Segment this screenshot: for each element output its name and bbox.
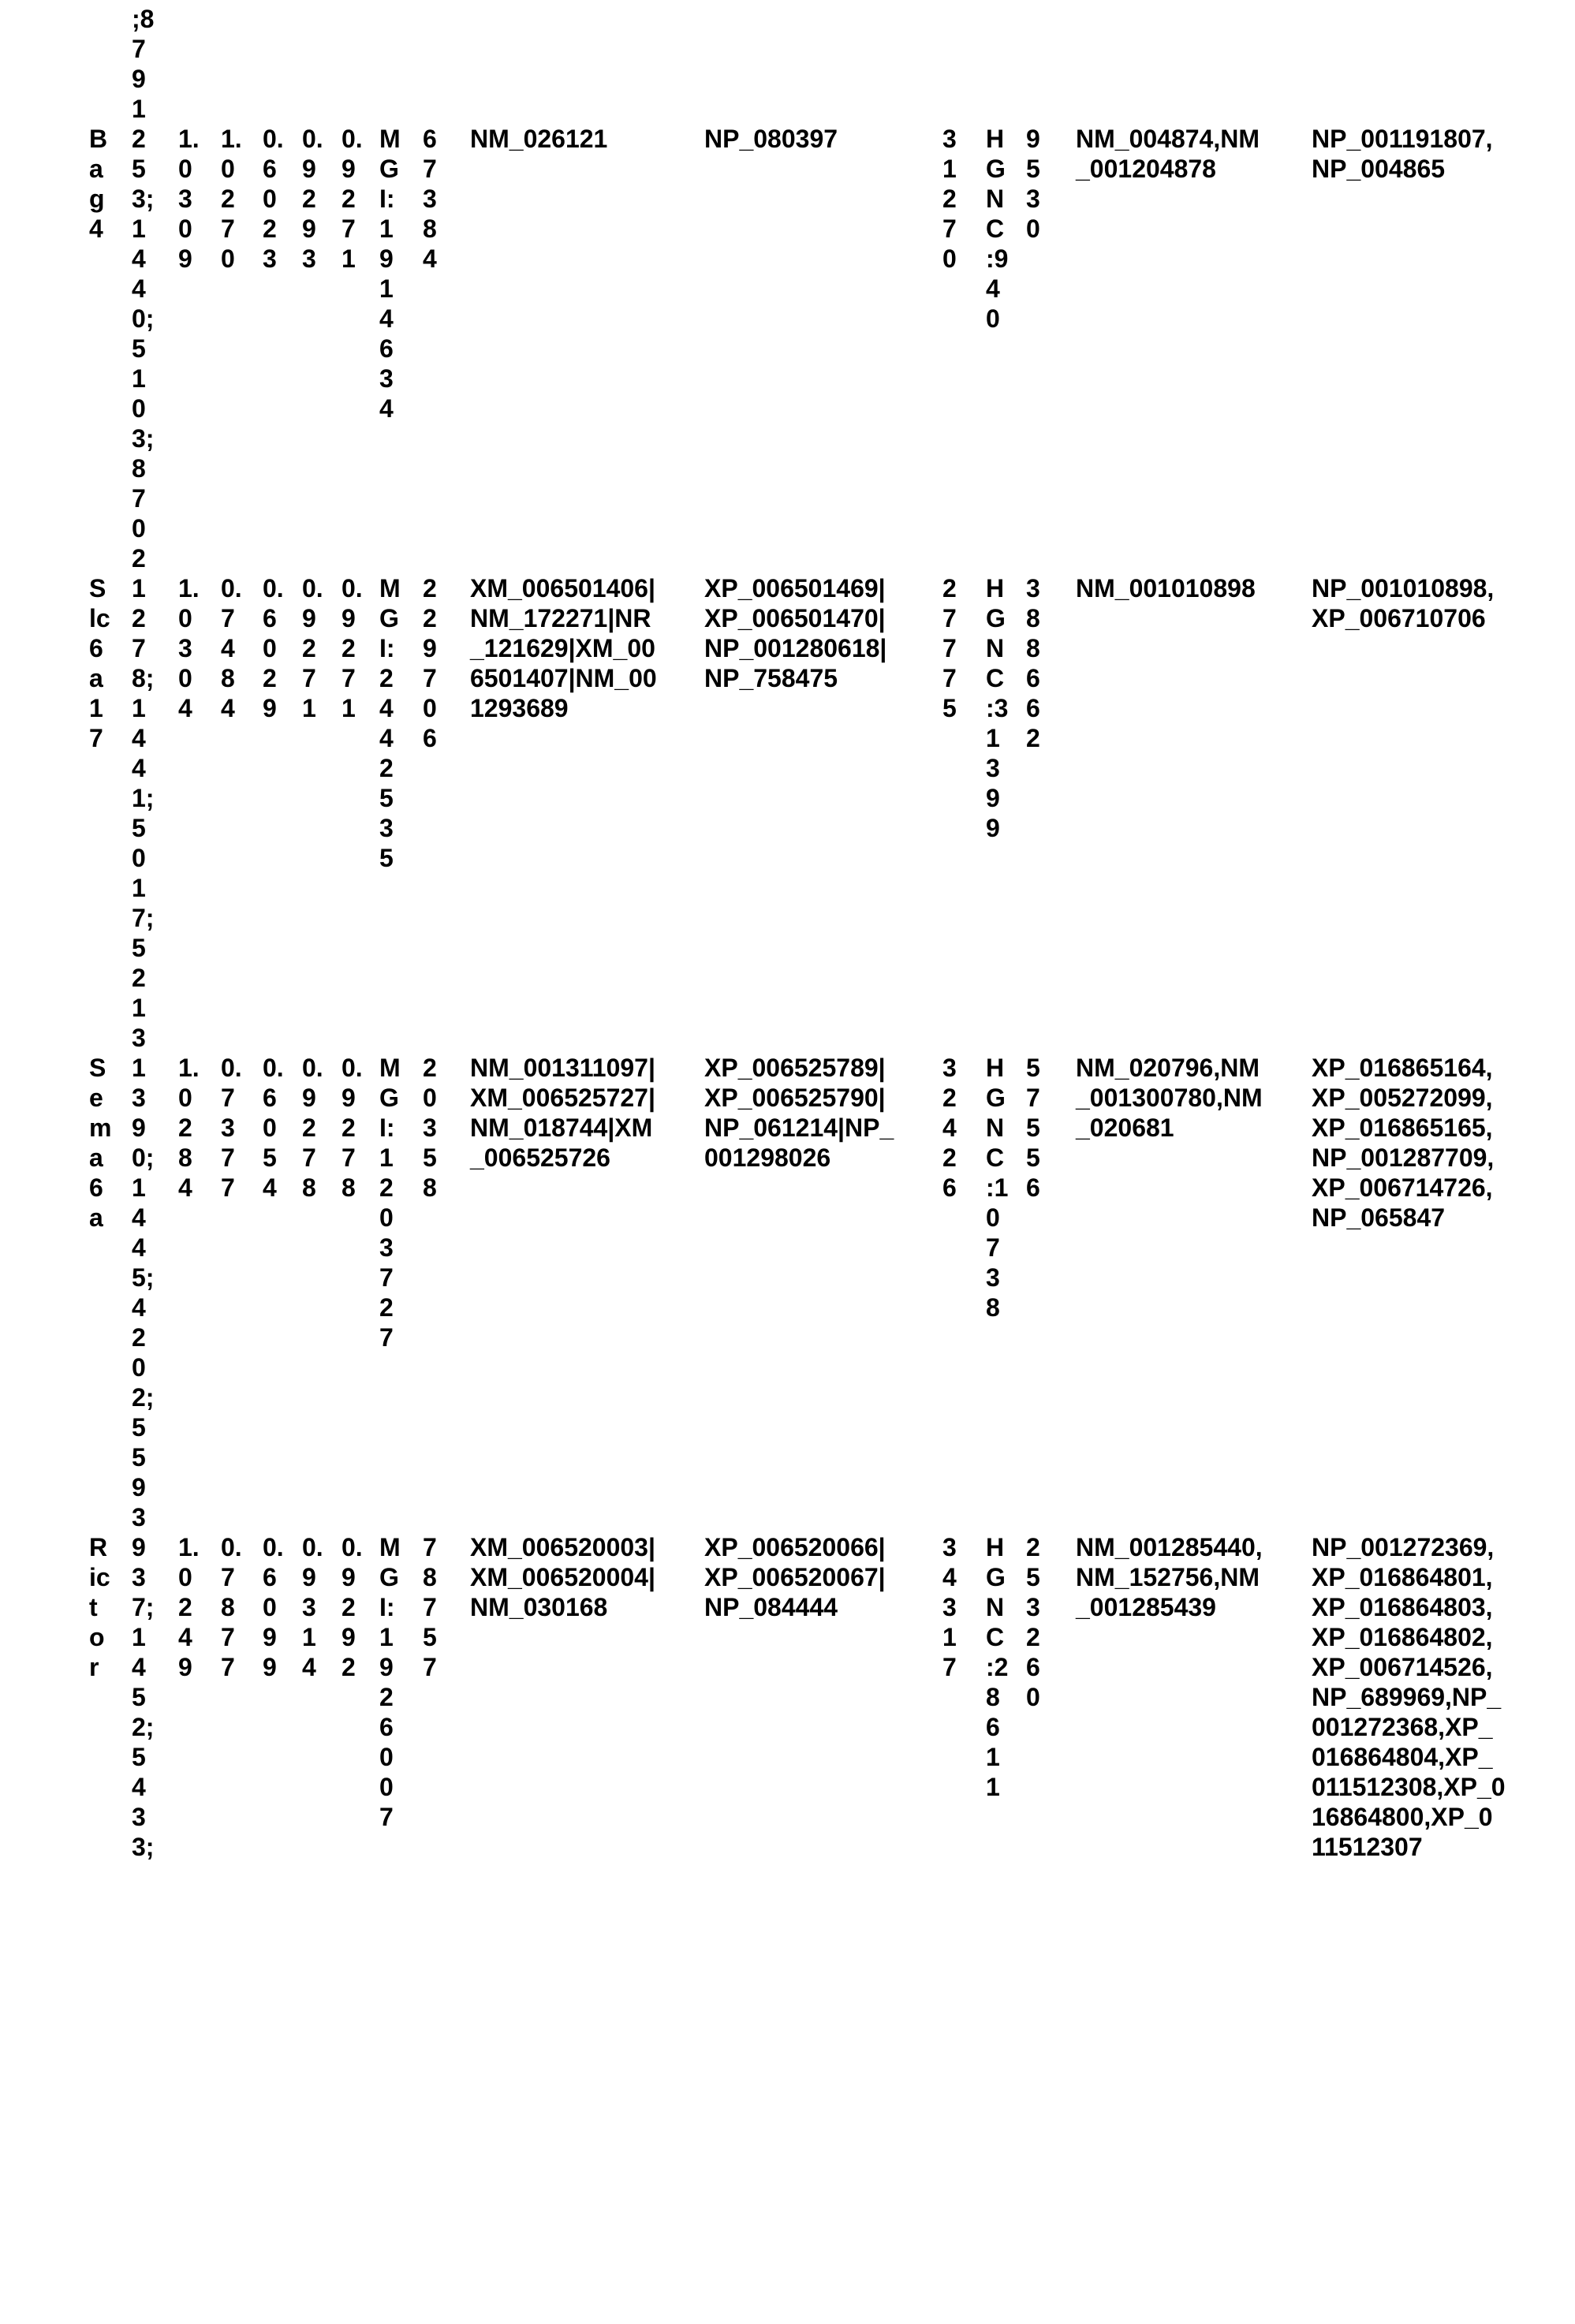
- table-row: [89, 124, 1548, 573]
- value-5-cell: 0.9271: [341, 124, 365, 573]
- id-number-cell: 32426: [942, 1053, 966, 1532]
- mouse-protein-accessions-cell: XP_006520066|XP_006520067|NP_084444: [704, 1532, 901, 1862]
- positions-cell: 1390;1445;4202;5593: [132, 1053, 155, 1532]
- mgi-id-cell: MGI:2442535: [379, 573, 403, 1053]
- mouse-protein-accessions-cell: XP_006525789|XP_006525790|NP_061214|NP_001298026: [704, 1053, 901, 1532]
- value-3-cell: 0.6099: [263, 1532, 286, 1862]
- positions-cell: 253;1440;5103;8702: [132, 124, 155, 573]
- empty-cell: [89, 4, 113, 124]
- value-3-cell: 0.6054: [263, 1053, 286, 1532]
- value-1-cell: 1.0309: [178, 124, 202, 573]
- mouse-protein-accessions-cell: XP_006501469|XP_006501470|NP_001280618|NP_758475: [704, 573, 901, 1053]
- mgi-id-cell: MGI:1914634: [379, 124, 403, 573]
- mouse-gene-id-cell: 67384: [423, 124, 446, 573]
- id-number-cell: 31270: [942, 124, 966, 573]
- value-1-cell: 1.0284: [178, 1053, 202, 1532]
- mouse-rna-accessions-cell: XM_006501406|NM_172271|NR_121629|XM_006501407|NM_001293689: [470, 573, 662, 1053]
- gene-table: [89, 4, 1548, 1862]
- value-2-cell: 0.7377: [221, 1053, 244, 1532]
- value-5-cell: 0.9292: [341, 1532, 365, 1862]
- gene-symbol-cell: Slc6a17: [89, 573, 113, 1053]
- positions-cell: 1278;1441;5017;5213: [132, 573, 155, 1053]
- table-row-partial: [89, 4, 1548, 124]
- human-protein-accessions-cell: XP_016865164,XP_005272099,XP_016865165,NP_001287709,XP_006714726,NP_065847: [1312, 1053, 1506, 1532]
- human-protein-accessions-cell: NP_001010898,XP_006710706: [1312, 573, 1506, 1053]
- human-rna-accessions-cell: NM_001010898: [1076, 573, 1268, 1053]
- gene-symbol-cell: Sema6a: [89, 1053, 113, 1532]
- gene-symbol-cell: Bag4: [89, 124, 113, 573]
- value-3-cell: 0.6023: [263, 124, 286, 573]
- value-2-cell: 0.7877: [221, 1532, 244, 1862]
- table-row: [89, 1053, 1548, 1532]
- human-gene-id-cell: 253260: [1026, 1532, 1050, 1862]
- value-4-cell: 0.9278: [302, 1053, 326, 1532]
- mouse-rna-accessions-cell: NM_026121: [470, 124, 662, 573]
- hgnc-id-cell: HGNC:10738: [986, 1053, 1010, 1532]
- value-1-cell: 1.0249: [178, 1532, 202, 1862]
- hgnc-id-cell: HGNC:940: [986, 124, 1010, 573]
- mgi-id-cell: MGI:1926007: [379, 1532, 403, 1862]
- value-4-cell: 0.9293: [302, 124, 326, 573]
- human-gene-id-cell: 57556: [1026, 1053, 1050, 1532]
- value-3-cell: 0.6029: [263, 573, 286, 1053]
- gene-symbol-cell: Rictor: [89, 1532, 113, 1862]
- id-number-cell: 34317: [942, 1532, 966, 1862]
- human-rna-accessions-cell: NM_020796,NM_001300780,NM_020681: [1076, 1053, 1268, 1532]
- mouse-protein-accessions-cell: NP_080397: [704, 124, 901, 573]
- human-gene-id-cell: 388662: [1026, 573, 1050, 1053]
- human-gene-id-cell: 9530: [1026, 124, 1050, 573]
- table-row: [89, 1532, 1548, 1862]
- human-rna-accessions-cell: NM_004874,NM_001204878: [1076, 124, 1268, 573]
- value-2-cell: 1.0270: [221, 124, 244, 573]
- id-number-cell: 27775: [942, 573, 966, 1053]
- mouse-gene-id-cell: 20358: [423, 1053, 446, 1532]
- mgi-id-cell: MGI:1203727: [379, 1053, 403, 1532]
- mouse-rna-accessions-cell: XM_006520003|XM_006520004|NM_030168: [470, 1532, 662, 1862]
- mouse-gene-id-cell: 229706: [423, 573, 446, 1053]
- mouse-gene-id-cell: 78757: [423, 1532, 446, 1862]
- value-2-cell: 0.7484: [221, 573, 244, 1053]
- value-1-cell: 1.0304: [178, 573, 202, 1053]
- positions-cell: ;8791: [132, 4, 155, 124]
- mouse-rna-accessions-cell: NM_001311097|XM_006525727|NM_018744|XM_006525726: [470, 1053, 662, 1532]
- value-5-cell: 0.9278: [341, 1053, 365, 1532]
- human-protein-accessions-cell: NP_001272369,XP_016864801,XP_016864803,XP_016864802,XP_006714526,NP_689969,NP_001272368,XP_016864804,XP_011512308,XP_016864800,XP_011512307: [1312, 1532, 1506, 1862]
- value-5-cell: 0.9271: [341, 573, 365, 1053]
- hgnc-id-cell: HGNC:31399: [986, 573, 1010, 1053]
- value-4-cell: 0.9314: [302, 1532, 326, 1862]
- table-row: [89, 573, 1548, 1053]
- human-protein-accessions-cell: NP_001191807,NP_004865: [1312, 124, 1506, 573]
- positions-cell: 937;1452;5433;: [132, 1532, 155, 1862]
- human-rna-accessions-cell: NM_001285440,NM_152756,NM_001285439: [1076, 1532, 1268, 1862]
- hgnc-id-cell: HGNC:28611: [986, 1532, 1010, 1862]
- value-4-cell: 0.9271: [302, 573, 326, 1053]
